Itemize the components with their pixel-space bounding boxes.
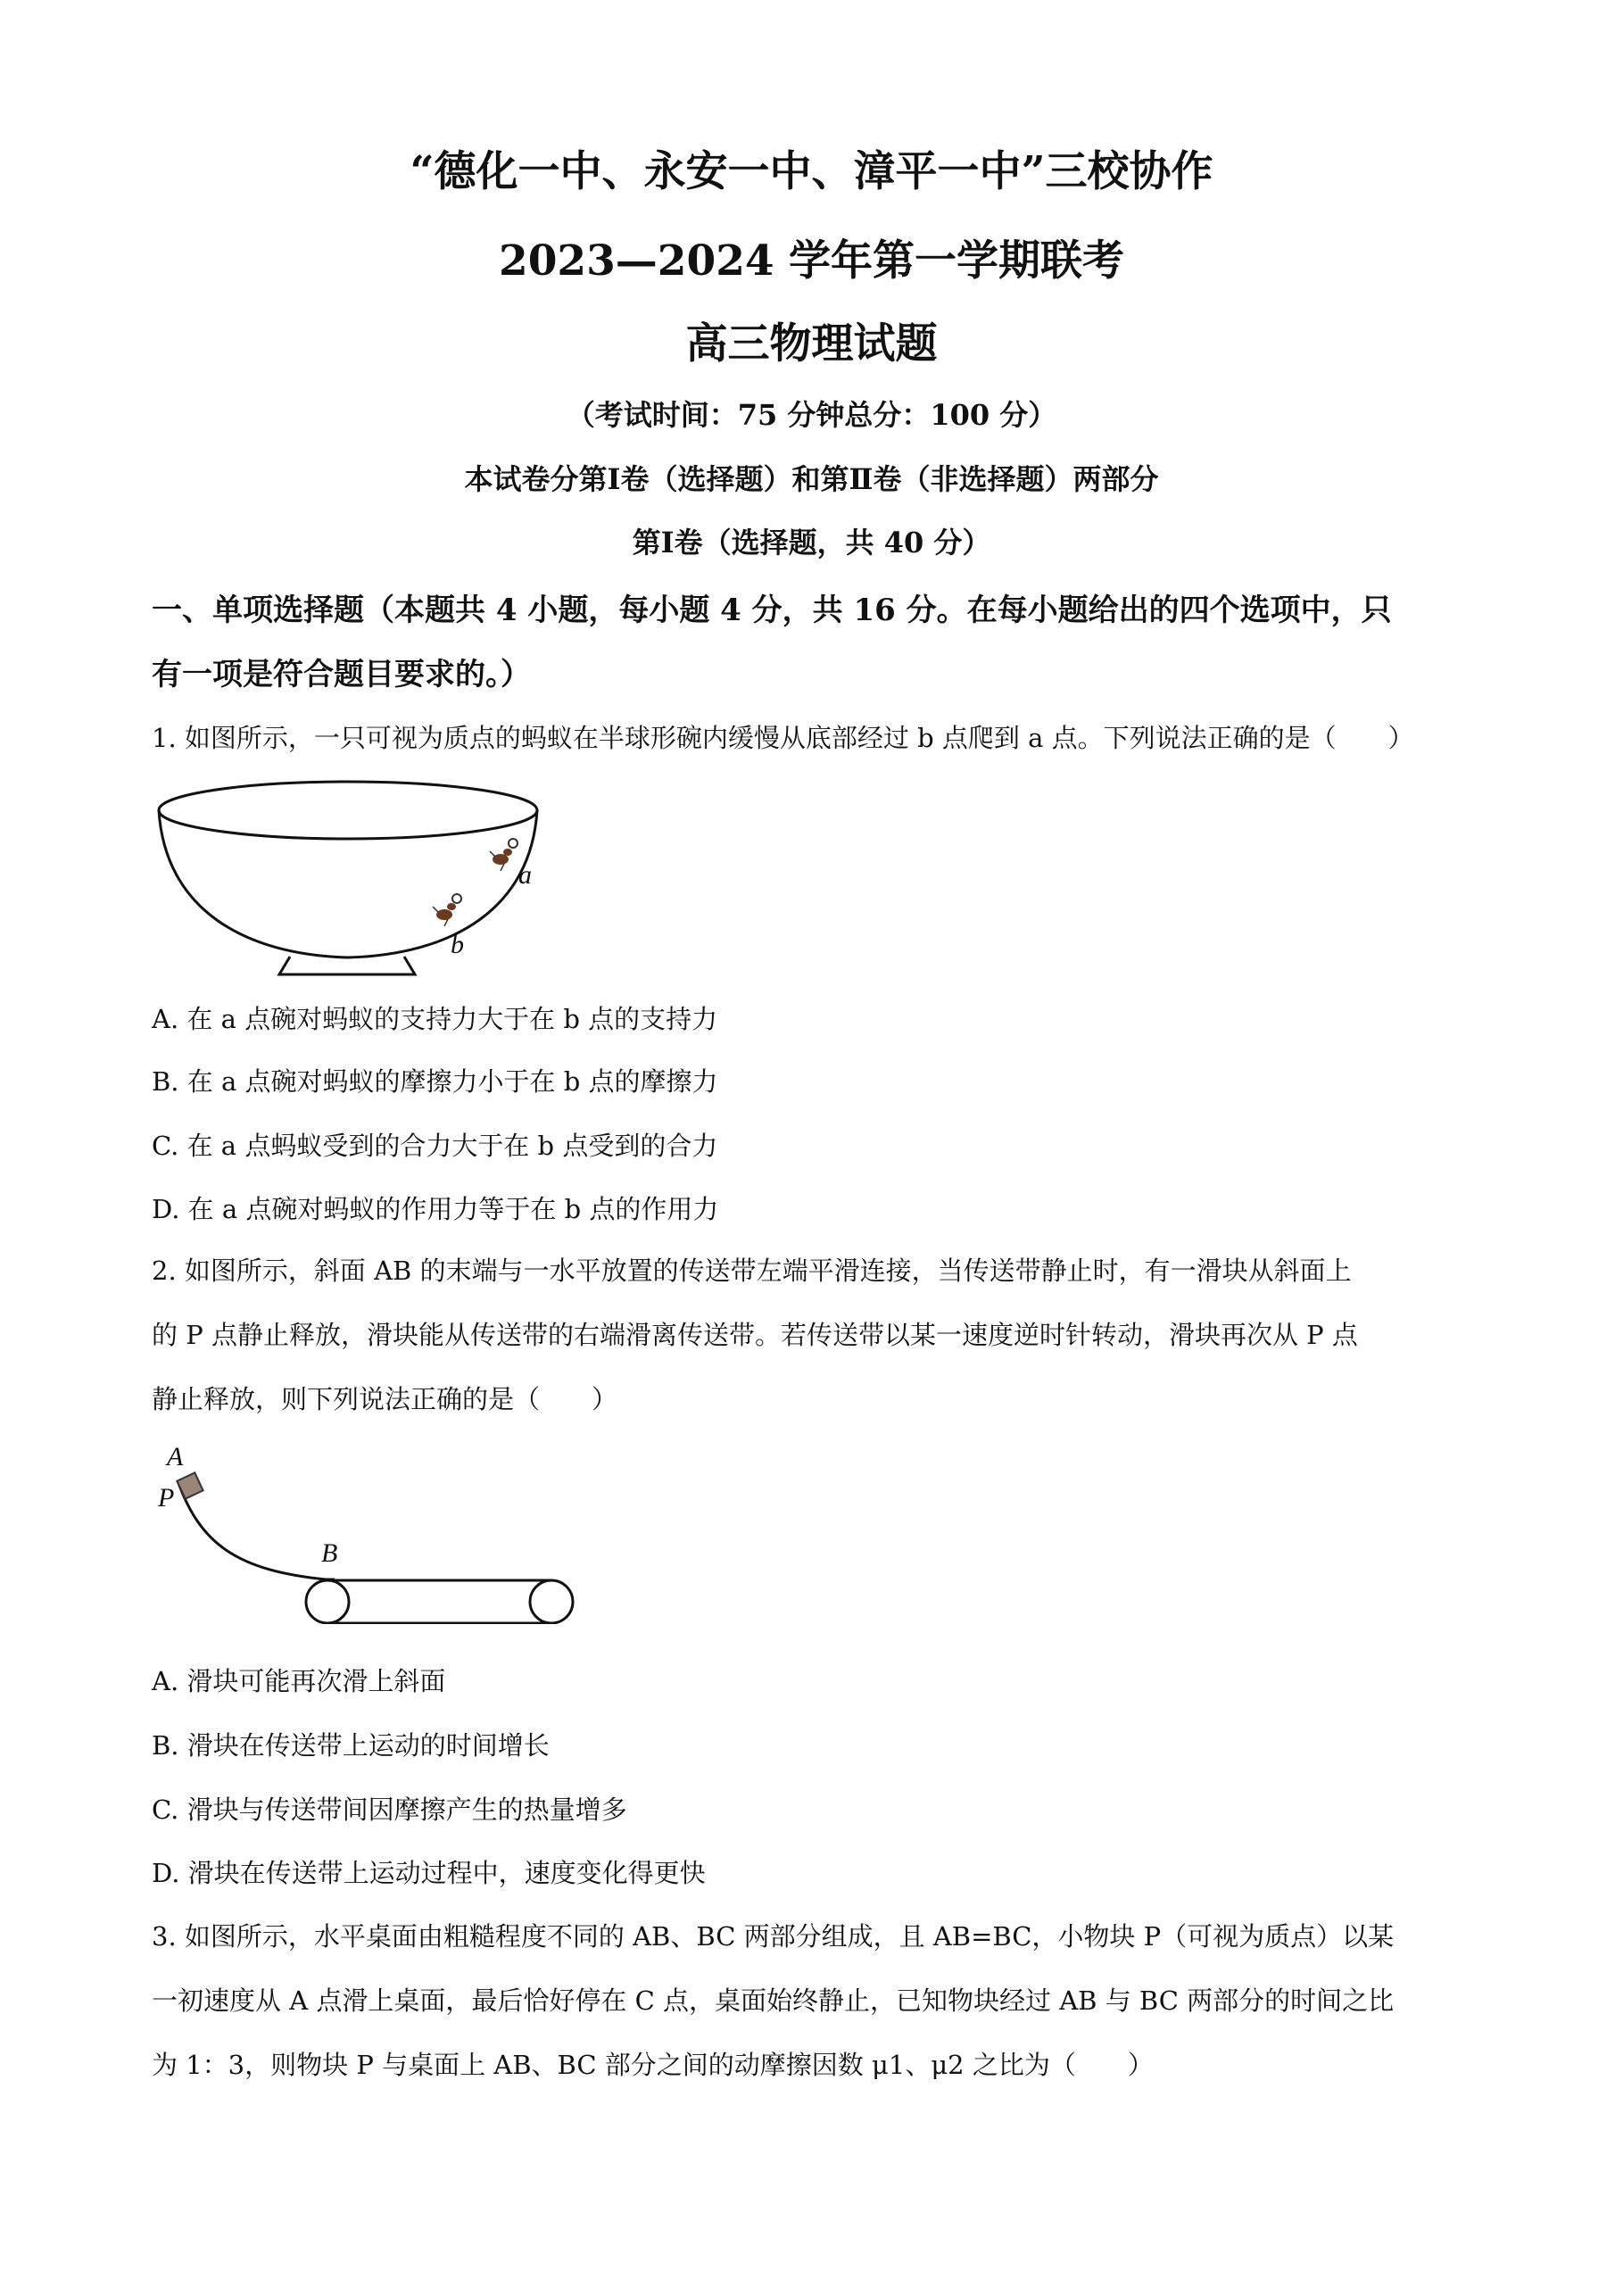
label-b: b (451, 930, 464, 959)
q3-stem-line2: 一初速度从 A 点滑上桌面，最后恰好停在 C 点，桌面始终静止，已知物块经过 AB 与 BC 两部分的时间之比 (152, 1985, 1395, 2016)
left-pulley (306, 1580, 349, 1623)
q2-option-b: B. 滑块在传送带上运动的时间增长 (152, 1730, 550, 1761)
title-line-1: “德化一中、永安一中、漳平一中”三校协作 (410, 147, 1213, 196)
label-B: B (321, 1538, 338, 1568)
ant-icon-a (490, 839, 518, 871)
section1-heading-line2: 有一项是符合题目要求的。） (152, 657, 531, 692)
exam-info: （考试时间：75 分钟总分：100 分） (566, 398, 1057, 432)
incline-curve (178, 1483, 338, 1579)
q2-option-a: A. 滑块可能再次滑上斜面 (152, 1666, 446, 1696)
q2-stem-line2: 的 P 点静止释放，滑块能从传送带的右端滑离传送带。若传送带以某一速度逆时针转动，滑块再次从 P 点 (152, 1320, 1358, 1350)
label-A: A (167, 1442, 184, 1471)
q3-stem-line3: 为 1：3，则物块 P 与桌面上 AB、BC 部分之间的动摩擦因数 μ1、μ2 之比为（ ） (152, 2050, 1154, 2080)
label-a: a (518, 860, 532, 890)
bowl-body (159, 810, 537, 957)
q2-stem-line1: 2. 如图所示，斜面 AB 的末端与一水平放置的传送带左端平滑连接，当传送带静止时，有一滑块从斜面上 (152, 1256, 1352, 1286)
ant-icon-b (433, 894, 461, 926)
part1-title: 第Ⅰ卷（选择题，共 40 分） (632, 526, 991, 559)
q2-stem-line3: 静止释放，则下列说法正确的是（ ） (152, 1384, 618, 1414)
label-P: P (158, 1483, 175, 1513)
q3-stem-line1: 3. 如图所示，水平桌面由粗糙程度不同的 AB、BC 两部分组成，且 AB=BC，小物块 P（可视为质点）以某 (152, 1921, 1395, 1952)
q1-stem: 1. 如图所示，一只可视为质点的蚂蚁在半球形碗内缓慢从底部经过 b 点爬到 a 点。下列说法正确的是（ ） (152, 723, 1414, 753)
slider-block (177, 1472, 203, 1498)
bowl-rim (159, 782, 537, 839)
section1-heading-line1: 一、单项选择题（本题共 4 小题，每小题 4 分，共 16 分。在每小题给出的四个选项中，只 (152, 593, 1392, 628)
bowl-foot (279, 957, 415, 974)
q1-option-c: C. 在 a 点蚂蚁受到的合力大于在 b 点受到的合力 (152, 1131, 718, 1161)
q1-option-a: A. 在 a 点碗对蚂蚁的支持力大于在 b 点的支持力 (152, 1004, 718, 1034)
conveyor-figure (147, 1437, 584, 1624)
bowl-figure (147, 776, 567, 977)
q2-option-d: D. 滑块在传送带上运动过程中，速度变化得更快 (152, 1858, 706, 1888)
q1-option-b: B. 在 a 点碗对蚂蚁的摩擦力小于在 b 点的摩擦力 (152, 1066, 718, 1097)
q2-option-c: C. 滑块与传送带间因摩擦产生的热量增多 (152, 1795, 627, 1825)
title-line-2: 2023—2024 学年第一学期联考 (499, 236, 1124, 286)
q1-option-d: D. 在 a 点碗对蚂蚁的作用力等于在 b 点的作用力 (152, 1194, 719, 1224)
right-pulley (530, 1580, 573, 1623)
page-title: 高三物理试题 (685, 319, 938, 369)
structure-note: 本试卷分第Ⅰ卷（选择题）和第Ⅱ卷（非选择题）两部分 (464, 462, 1159, 496)
